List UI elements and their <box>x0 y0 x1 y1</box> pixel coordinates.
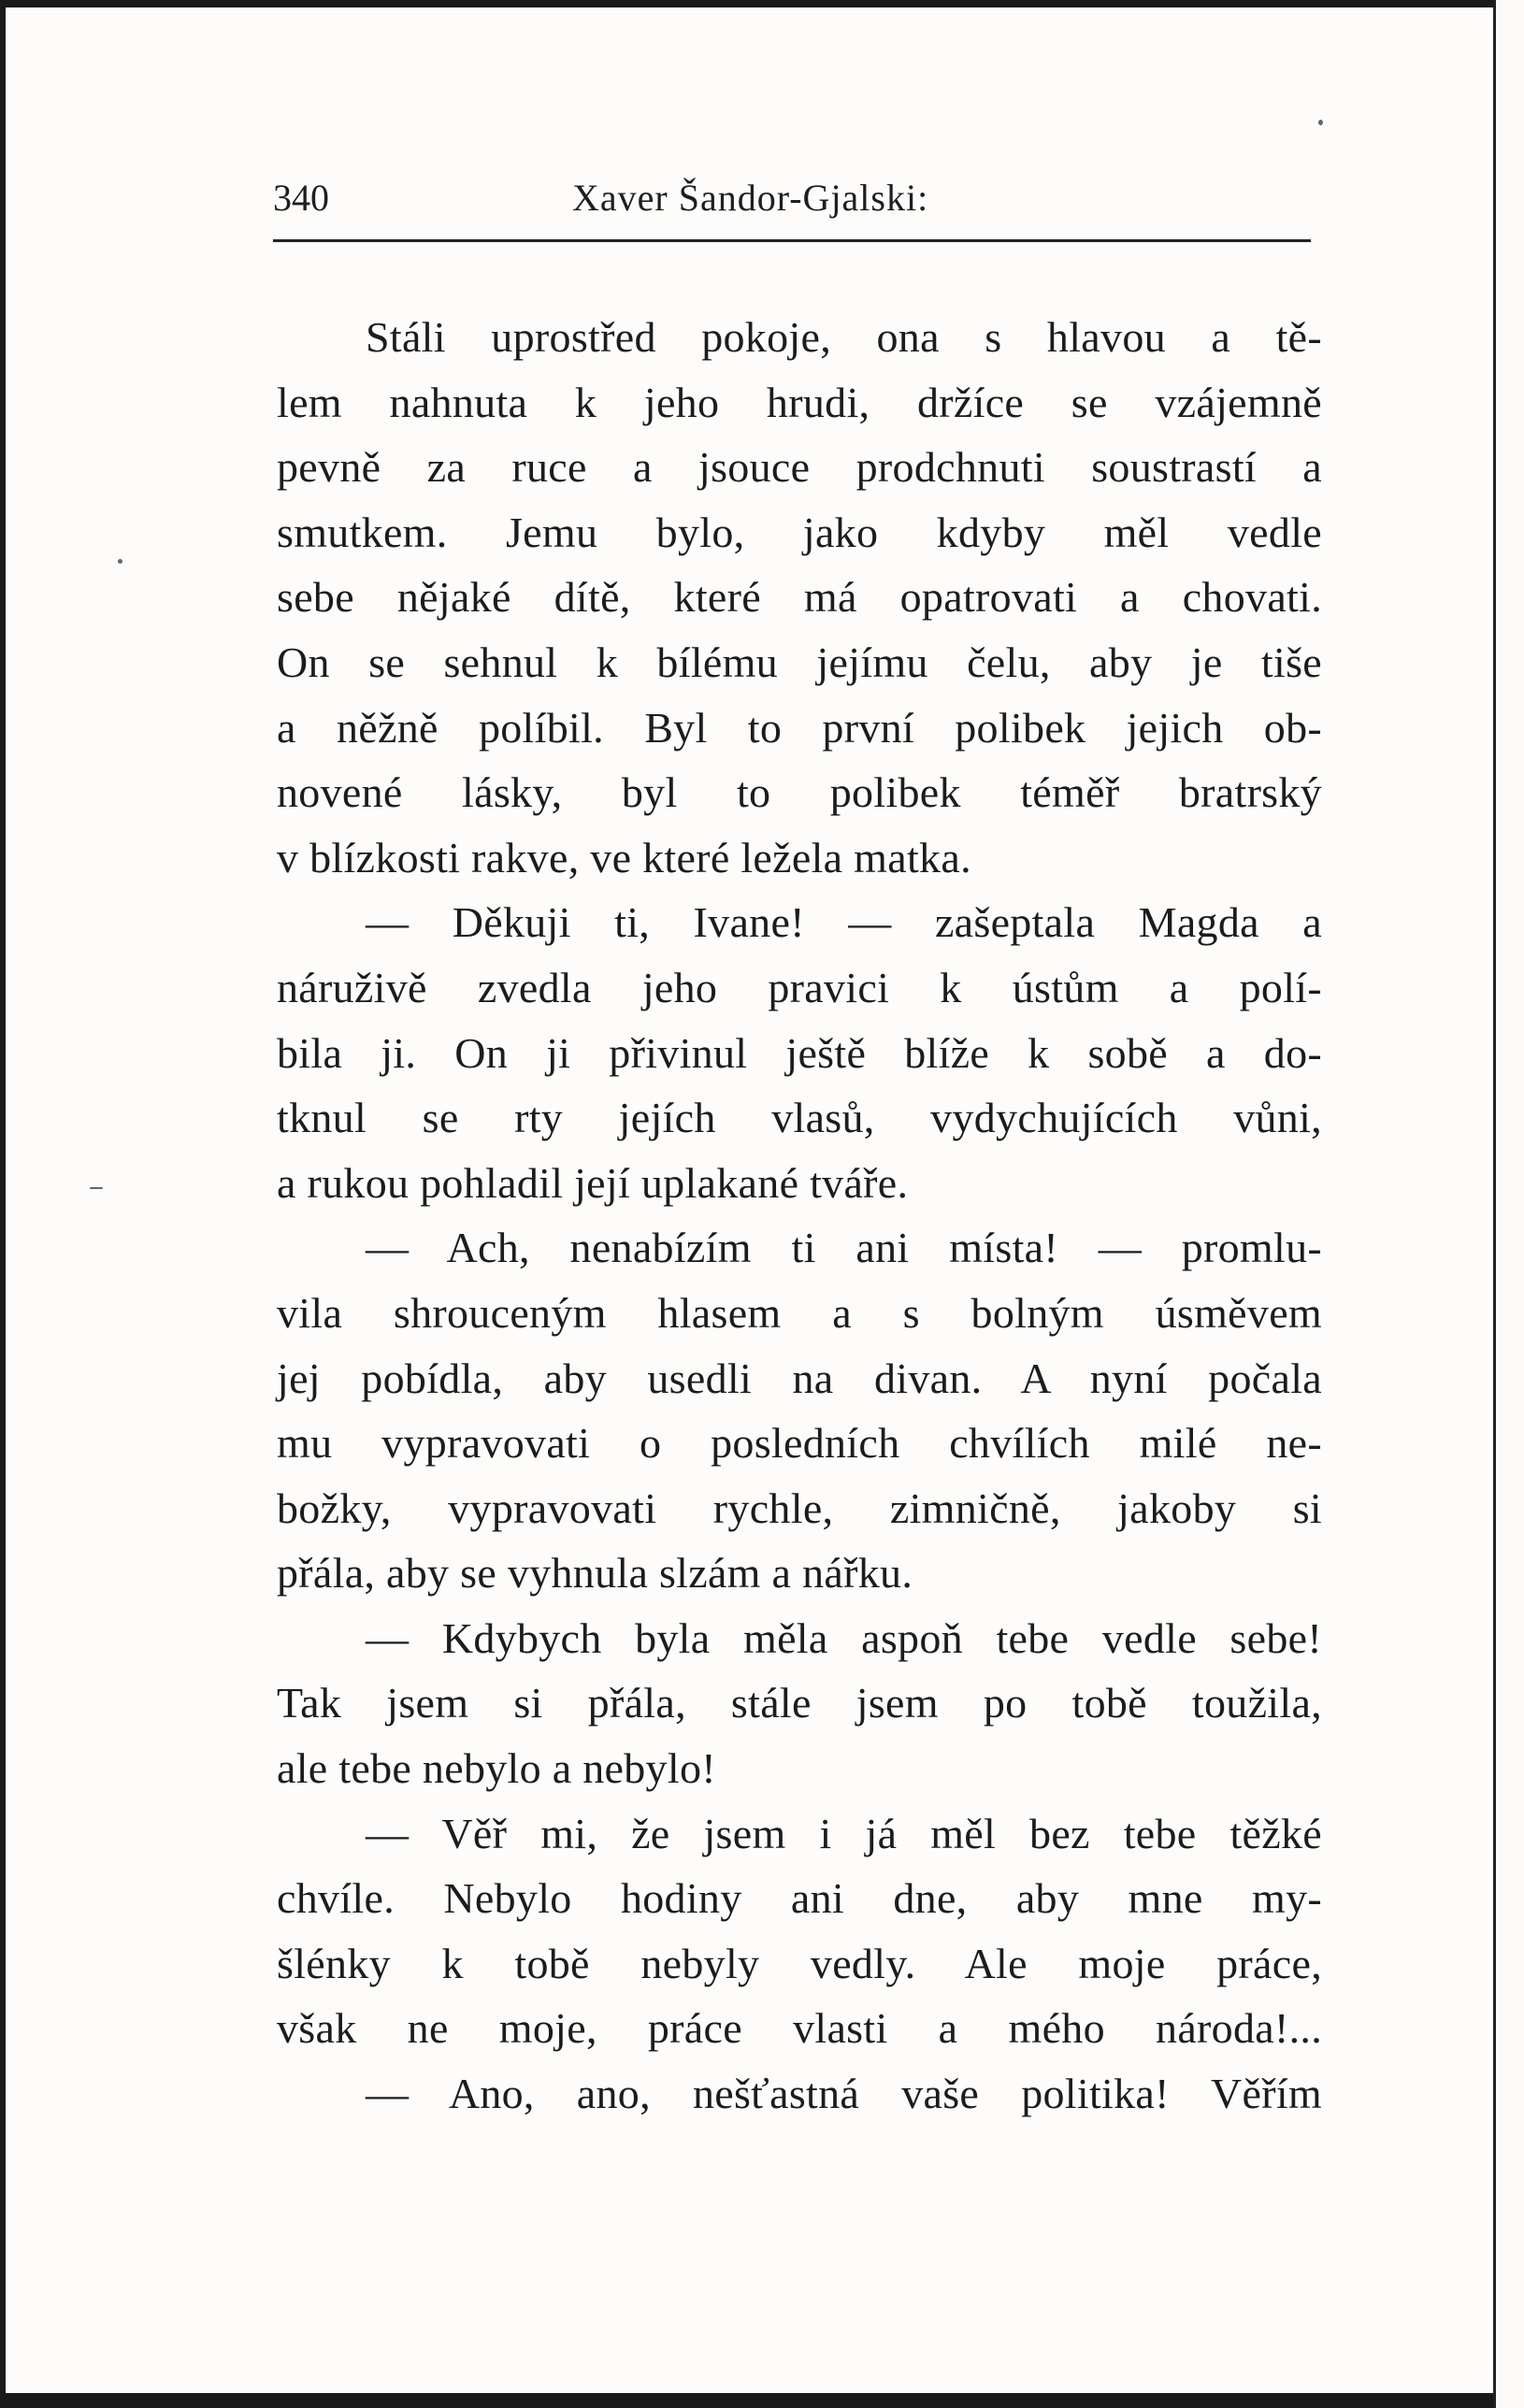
running-title: Xaver Šandor-Gjalski: <box>572 177 929 219</box>
text-line: — Ach, nenabízím ti ani místa! — promlu- <box>366 1224 1322 1272</box>
text-line: přála, aby se vyhnula slzám a nářku. <box>277 1549 913 1598</box>
text-line: smutkem. Jemu bylo, jako kdyby měl vedle <box>277 508 1322 556</box>
text-line: náruživě zvedla jeho pravici k ústům a polí- <box>277 963 1322 1011</box>
text-line: šlénky k tobě nebyly vedly. Ale moje práce, <box>277 1939 1322 1987</box>
text-line: jej pobídla, aby usedli na divan. A nyní počala <box>277 1354 1322 1402</box>
text-line: božky, vypravovati rychle, zimničně, jakoby si <box>277 1484 1322 1532</box>
text-line: Tak jsem si přála, stále jsem po tobě toužila, <box>277 1679 1322 1727</box>
text-line: — Děkuji ti, Ivane! — zašeptala Magda a <box>366 898 1322 947</box>
text-line: bila ji. On ji přivinul ještě blíže k sobě a do- <box>277 1028 1322 1077</box>
text-line: novené lásky, byl to polibek téměř bratrský <box>277 768 1322 817</box>
text-line: ale tebe nebylo a nebylo! <box>277 1744 716 1793</box>
text-line: pevně za ruce a jsouce prodchnuti soustrastí a <box>277 443 1322 492</box>
page-header <box>273 176 1311 232</box>
text-line: tknul se rty jejích vlasů, vydychujících vůni, <box>277 1094 1322 1142</box>
text-line: a něžně políbil. Byl to první polibek jejich ob- <box>277 703 1322 752</box>
paper-speck <box>118 559 122 564</box>
binding-edge <box>1493 0 1524 2408</box>
text-line: — Kdybych byla měla aspoň tebe vedle sebe! <box>366 1613 1322 1662</box>
text-line: On se sehnul k bílému jejímu čelu, aby je tiše <box>277 638 1322 686</box>
text-line: mu vypravovati o posledních chvílích milé ne- <box>277 1419 1322 1468</box>
body-text <box>277 305 1322 2127</box>
text-line: — Ano, ano, nešťastná vaše politika! Věřím <box>366 2070 1322 2118</box>
paper-speck <box>90 1187 103 1189</box>
text-line: však ne moje, práce vlasti a mého národa!... <box>277 2004 1322 2053</box>
page-number: 340 <box>273 177 329 219</box>
text-line: vila shrouceným hlasem a s bolným úsměvem <box>277 1288 1322 1337</box>
text-line: chvíle. Nebylo hodiny ani dne, aby mne my- <box>277 1874 1322 1923</box>
text-line: sebe nějaké dítě, které má opatrovati a chovati. <box>277 573 1322 622</box>
header-rule <box>273 239 1311 242</box>
text-line: Stáli uprostřed pokoje, ona s hlavou a tě- <box>366 313 1322 361</box>
text-line: — Věř mi, že jsem i já měl bez tebe těžké <box>366 1809 1322 1857</box>
text-line: v blízkosti rakve, ve které ležela matka. <box>277 833 971 882</box>
paper-speck <box>1318 120 1323 125</box>
text-line: lem nahnuta k jeho hrudi, držíce se vzájemně <box>277 378 1322 426</box>
text-line: a rukou pohladil její uplakané tváře. <box>277 1158 909 1207</box>
